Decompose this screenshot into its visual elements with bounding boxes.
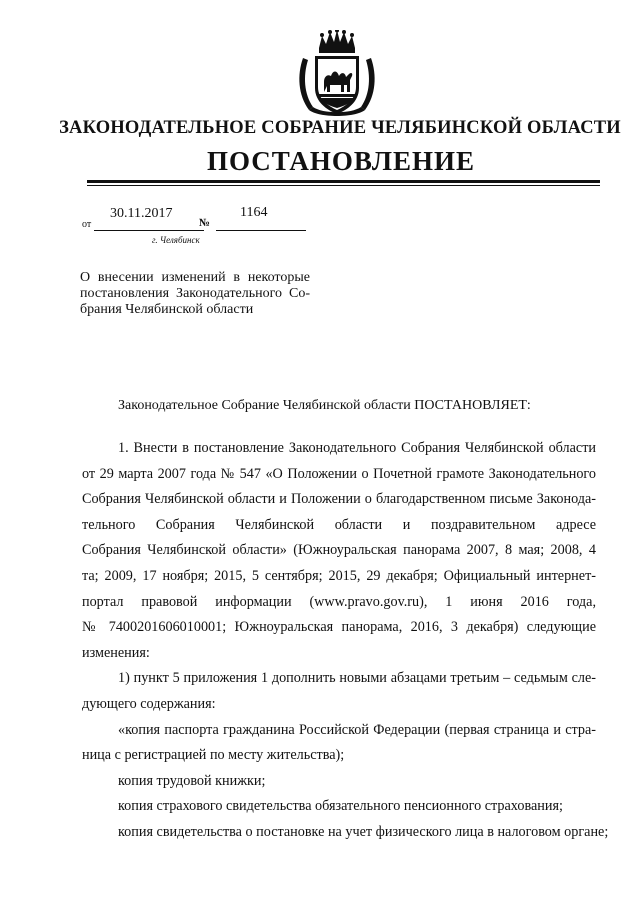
document-number: 1164 — [240, 205, 268, 220]
number-label: № — [199, 217, 211, 229]
date-label: от — [82, 219, 92, 230]
body-line: от 29 марта 2007 года № 547 «О Положении о Почетной грамоте Законодательного — [82, 465, 596, 482]
document-date: 30.11.2017 — [110, 206, 173, 221]
header-rule-thick — [87, 180, 600, 183]
body-line: Собрания Челябинской области» (Южноуральская панорама 2007, 8 мая; 2008, 4 — [82, 542, 596, 559]
subject-line: постановления Законодательного Со- — [80, 286, 310, 301]
date-underline — [94, 230, 204, 231]
coat-of-arms-emblem — [295, 30, 379, 120]
number-underline — [216, 230, 306, 231]
body-line: тельного Собрания Челябинской области и поздравительном адресе — [82, 516, 596, 533]
document-type-title: ПОСТАНОВЛЕНИЕ — [206, 146, 476, 176]
body-line: копия свидетельства о постановке на учет физического лица в налоговом органе; — [118, 823, 609, 840]
preamble: Законодательное Собрание Челябинской области ПОСТАНОВЛЯЕТ: — [118, 398, 531, 413]
body-line: ница с регистрацией по месту жительства); — [82, 747, 345, 764]
header-rule-thin — [87, 185, 600, 186]
body-line: та; 2009, 17 ноября; 2015, 5 сентября; 2015, 29 декабря; Официальный интернет- — [82, 567, 596, 584]
body-line: копия страхового свидетельства обязательного пенсионного страхования; — [118, 798, 563, 815]
body-line: 1. Внести в постановление Законодательного Собрания Челябинской области — [118, 440, 596, 456]
subject-line: брания Челябинской области — [80, 302, 254, 317]
body-line: № 7400201606010001; Южноуральская панорама, 2016, 3 декабря) следующие — [82, 619, 596, 636]
body-line: дующего содержания: — [82, 695, 216, 712]
body-line: изменения: — [82, 644, 150, 661]
subject-line: О внесении изменений в некоторые — [80, 270, 310, 285]
city-label: г. Челябинск — [152, 235, 200, 245]
body-line: 1) пункт 5 приложения 1 дополнить новыми абзацами третьим – седьмым сле- — [118, 670, 596, 687]
organization-title: ЗАКОНОДАТЕЛЬНОЕ СОБРАНИЕ ЧЕЛЯБИНСКОЙ ОБЛАСТИ — [59, 118, 621, 138]
document-subject — [80, 270, 310, 318]
body-line: «копия паспорта гражданина Российской Федерации (первая страница и стра- — [118, 721, 596, 738]
body-line: Собрания Челябинской области и Положении о благодарственном письме Законода- — [82, 491, 596, 508]
document-body — [82, 436, 609, 846]
body-line: копия трудовой книжки; — [118, 772, 266, 789]
body-line: портал правовой информации (www.pravo.gov.ru), 1 июня 2016 года, — [82, 593, 596, 610]
